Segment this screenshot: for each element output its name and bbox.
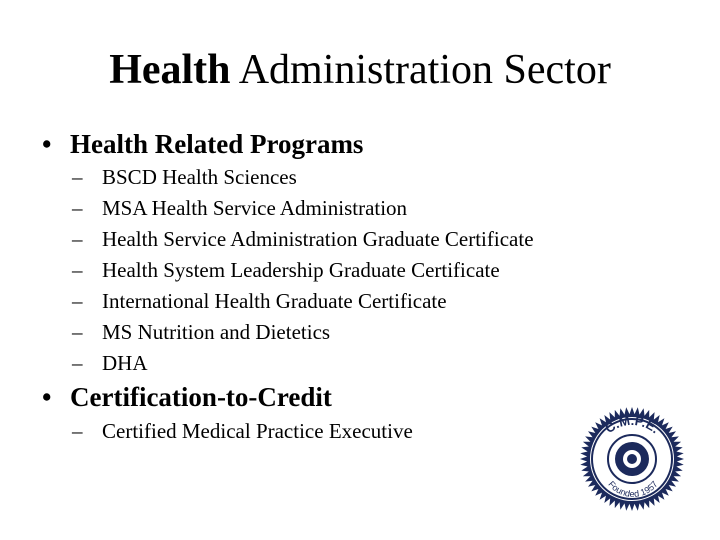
list-item-text: BSCD Health Sciences [102, 165, 297, 189]
bullet-icon: • [42, 382, 52, 412]
list-item-text: Health System Leadership Graduate Certificate [102, 258, 500, 282]
list-item [72, 255, 534, 286]
programs-list [72, 162, 534, 379]
dash-icon: – [72, 320, 83, 344]
dash-icon: – [72, 196, 83, 220]
dash-icon: – [72, 419, 83, 443]
seal-top-text: C.M.P.E. [602, 412, 663, 437]
list-item-text: DHA [102, 351, 148, 375]
title-rest-part: Administration Sector [230, 47, 611, 93]
list-item-text: MS Nutrition and Dietetics [102, 320, 331, 344]
title-bold-part: Health [109, 47, 231, 93]
section-heading-text: Health Related Programs [70, 129, 364, 159]
list-item-text: International Health Graduate Certificate [102, 289, 447, 313]
seal-bottom-text: Founded 1957 [606, 479, 660, 500]
list-item-text: Certified Medical Practice Executive [102, 419, 413, 443]
list-item [72, 193, 534, 224]
list-item [72, 317, 534, 348]
dash-icon: – [72, 351, 83, 375]
list-item [72, 162, 534, 193]
section-heading-programs [42, 128, 363, 160]
slide-title [0, 44, 720, 96]
bullet-icon: • [42, 129, 52, 159]
dash-icon: – [72, 258, 83, 282]
list-item [72, 224, 534, 255]
list-item [72, 348, 534, 379]
section-heading-certification [42, 381, 332, 413]
list-item [72, 416, 413, 447]
dash-icon: – [72, 227, 83, 251]
section-heading-text: Certification-to-Credit [70, 382, 332, 412]
list-item-text: Health Service Administration Graduate Certificate [102, 227, 534, 251]
dash-icon: – [72, 165, 83, 189]
dash-icon: – [72, 289, 83, 313]
cmpe-seal-icon [574, 404, 690, 514]
list-item-text: MSA Health Service Administration [102, 196, 408, 220]
list-item [72, 286, 534, 317]
certification-list [72, 416, 413, 447]
